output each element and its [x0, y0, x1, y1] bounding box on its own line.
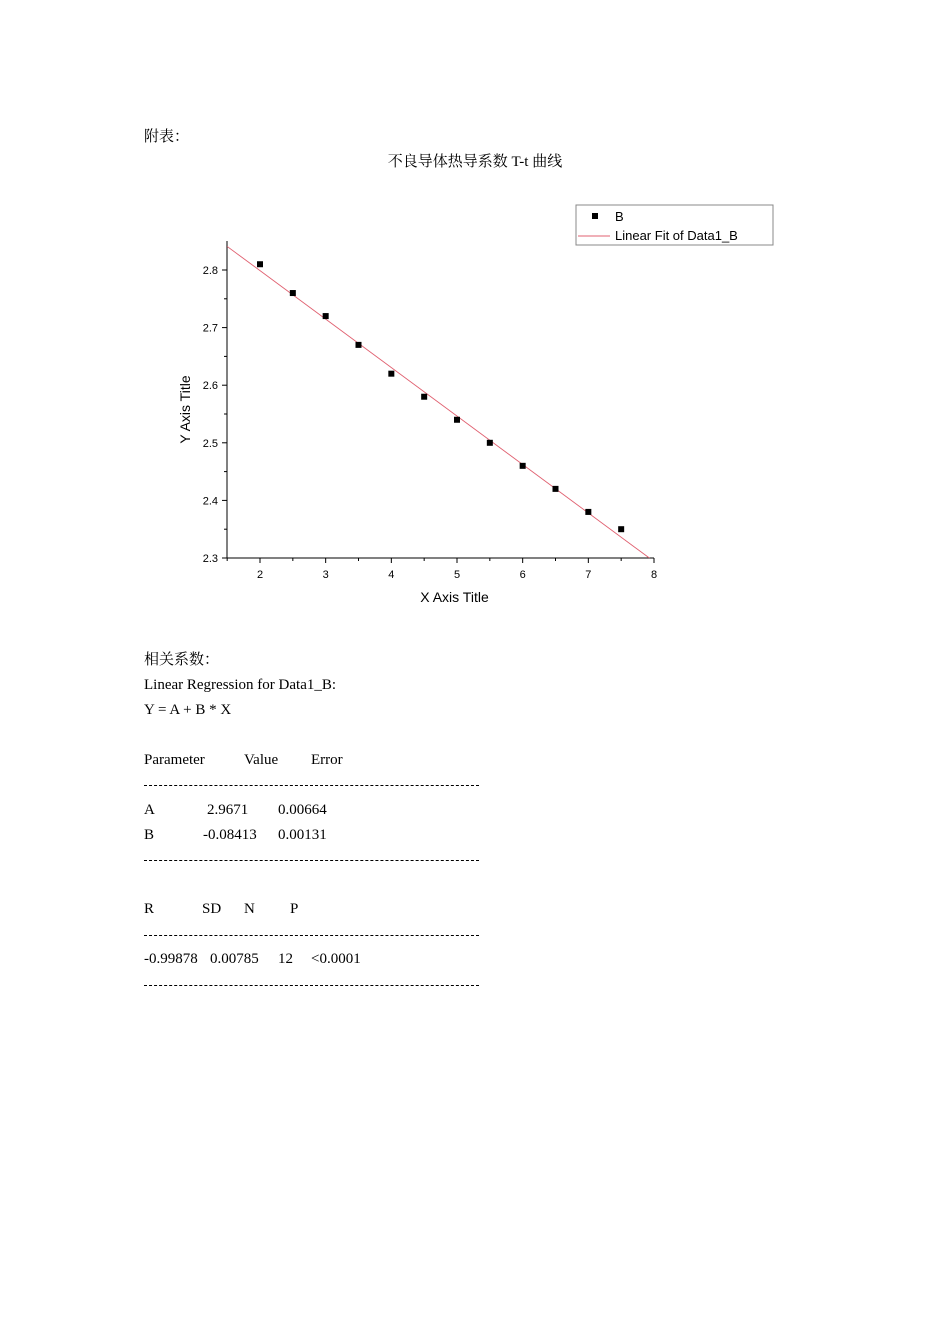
chart-title: 不良导体热导系数 T-t 曲线 [387, 154, 563, 170]
legend-marker-b [592, 213, 598, 219]
separator-line [144, 985, 479, 986]
data-point [487, 440, 493, 446]
stat-header-n: N [244, 901, 255, 917]
stat-header-r: R [144, 901, 155, 917]
x-tick-label: 2 [256, 569, 264, 581]
data-point [257, 261, 263, 267]
stat-header-p: P [290, 901, 299, 917]
separator-line [144, 860, 479, 861]
data-point [553, 486, 559, 492]
chart [0, 0, 950, 620]
data-point [290, 290, 296, 296]
data-point [388, 371, 394, 377]
data-point [618, 526, 624, 532]
separator-line [144, 785, 479, 786]
y-tick-label: 2.6 [202, 380, 218, 393]
y-tick-label: 2.7 [202, 322, 218, 335]
stat-p-value: <0.0001 [311, 951, 361, 967]
regression-equation: Y = A + B * X [144, 702, 232, 718]
y-tick-label: 2.8 [202, 265, 218, 277]
x-tick-label: 3 [322, 569, 329, 581]
param-b-error: 0.00131 [278, 827, 327, 843]
param-b-value: -0.08413 [203, 827, 257, 843]
param-header-value: Value [244, 752, 279, 768]
param-a-value: 2.9671 [207, 802, 249, 818]
data-point [323, 313, 329, 319]
param-header-error: Error [311, 752, 343, 768]
x-tick-label: 4 [388, 569, 395, 581]
stat-n-value: 12 [278, 951, 293, 967]
param-a-error: 0.00664 [278, 802, 327, 818]
param-a-name: A [144, 802, 155, 818]
x-tick-label: 8 [650, 569, 658, 581]
param-b-name: B [144, 827, 155, 843]
correlation-label: 相关系数： [144, 652, 220, 668]
x-tick-label: 5 [453, 569, 461, 581]
x-tick-label: 6 [519, 569, 526, 581]
param-header-parameter: Parameter [144, 752, 205, 768]
y-axis-title: Y Axis Title [177, 375, 193, 444]
stat-header-sd: SD [202, 901, 222, 917]
x-tick-label: 7 [585, 569, 592, 581]
stat-r-value: -0.99878 [144, 951, 198, 967]
y-tick-label: 2.4 [202, 495, 218, 508]
regression-title: Linear Regression for Data1_B: [144, 677, 337, 693]
y-tick-label: 2.3 [202, 553, 218, 565]
separator-line [144, 935, 479, 936]
data-point [356, 342, 362, 348]
data-point [520, 463, 526, 469]
x-axis-title: X Axis Title [420, 589, 489, 605]
appendix-heading: 附表： [144, 129, 190, 145]
data-point [454, 417, 460, 423]
stat-sd-value: 0.00785 [210, 951, 259, 967]
data-point [421, 394, 427, 400]
data-point [585, 509, 591, 515]
legend-label-b: B [615, 209, 624, 224]
y-tick-label: 2.5 [202, 437, 218, 450]
legend-label-fit: Linear Fit of Data1_B [615, 228, 738, 243]
